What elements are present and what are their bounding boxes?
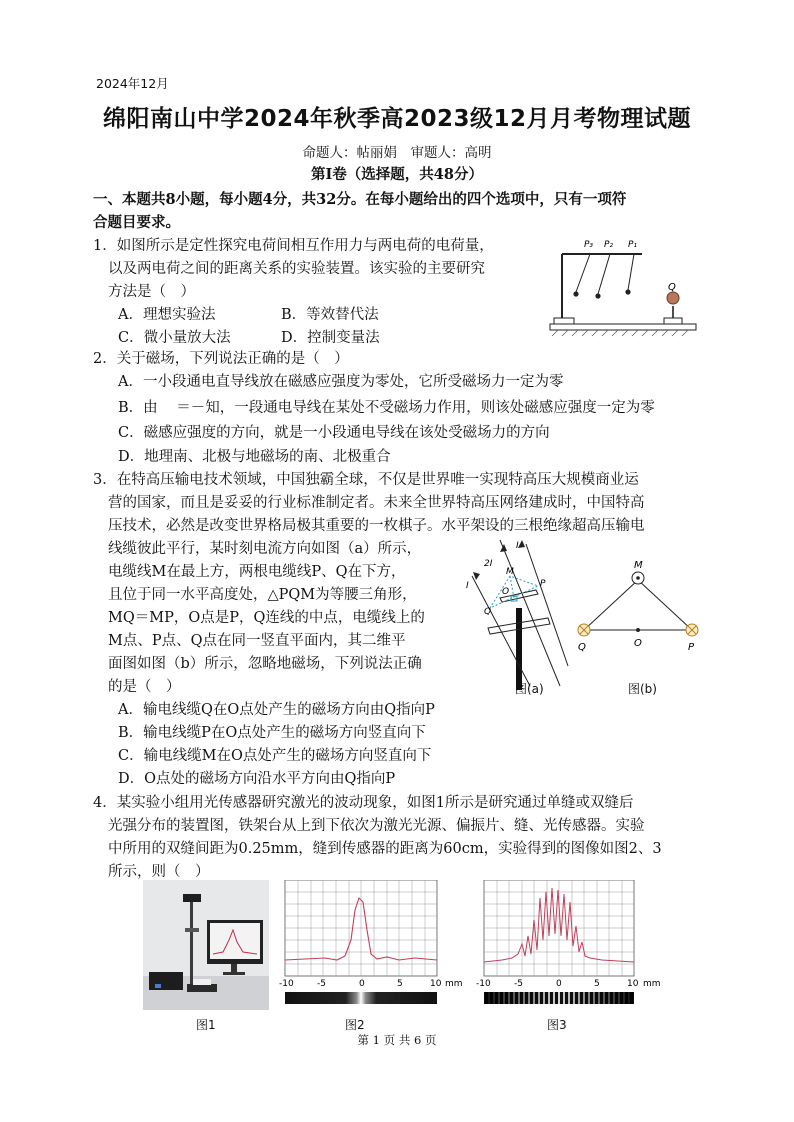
label-p3: P₃ [584, 240, 594, 250]
label-p-b: P [688, 642, 695, 653]
q2-option-b-suffix: 知，一段通电导线在某处不受磁场力作用，则该处磁感应强度一定为零 [205, 400, 655, 416]
fig2-caption: 图2 [345, 1018, 365, 1032]
label-p2: P₂ [604, 240, 614, 250]
part1-intro-line2: 合题目要求。 [93, 214, 180, 231]
label-o-a: O [502, 587, 510, 597]
q3-stem-line10: 的是（ ） [108, 679, 181, 695]
q1-option-d: D．控制变量法 [281, 330, 380, 346]
label-m-a: M [506, 567, 514, 577]
q4-stem-line2: 光强分布的装置图，铁架台从上到下依次为激光光源、偏振片、缝、光传感器。实验 [108, 818, 645, 834]
q2-option-b-prefix: B．由 [118, 400, 158, 416]
fig3-tick-0: 0 [556, 979, 562, 989]
fig2-tick-5: 5 [397, 979, 403, 989]
q4-figure1-photo [143, 880, 269, 1010]
fig3-axis-unit: mm [643, 979, 661, 989]
q1-option-b: B．等效替代法 [281, 307, 379, 323]
label-q-b: Q [578, 642, 586, 653]
label-o-b: O [634, 638, 642, 649]
q4-figure2-graph [275, 880, 470, 1010]
label-2i: 2I [484, 559, 493, 569]
q3-figure-b [570, 558, 710, 658]
fig3-tick-neg10: -10 [476, 979, 491, 989]
q2-option-d: D．地理南、北极与地磁场的南、北极重合 [118, 449, 391, 465]
fig3-tick-neg5: -5 [514, 979, 523, 989]
q3-stem-line5: 电缆线M在最上方，两根电缆线P、Q在下方， [108, 564, 406, 580]
q4-stem-line4: 所示，则（ ） [108, 864, 210, 880]
q1-option-a: A．理想实验法 [118, 307, 216, 323]
q2-option-b [118, 397, 655, 420]
q3-stem-line8: M点、P点、Q点在同一竖直平面内，其二维平 [108, 633, 406, 649]
q3-stem-line3: 压技术，必然是改变世界格局极其重要的一枚棋子。水平架设的三根绝缘超高压输电 [108, 518, 645, 534]
q3-stem-line6: 且位于同一水平高度处，△PQM为等腰三角形， [108, 587, 417, 603]
q1-apparatus-figure [542, 232, 702, 340]
label-p-a: P [540, 579, 546, 589]
q4-stem-line3: 中所用的双缝间距为0.25mm，缝到传感器的距离为60cm，实验得到的图像如图2、3 [108, 841, 662, 857]
fig3-tick-10: 10 [627, 979, 639, 989]
q2-option-a: A．一小段通电直导线放在磁感应强度为零处，它所受磁场力一定为零 [118, 374, 564, 390]
q3-option-b: B．输电线缆P在O点处产生的磁场方向竖直向下 [118, 725, 426, 741]
q2-option-c: C．磁感应强度的方向，就是一小段通电导线在该处受磁场力的方向 [118, 425, 550, 441]
p3-ball-icon [573, 291, 578, 296]
fig3-caption: 图3 [547, 1018, 567, 1032]
label-i-right: I [516, 541, 519, 551]
page-title: 绵阳南山中学2024年秋季高2023级12月月考物理试题 [102, 106, 692, 132]
fig-b-caption: 图(b) [628, 682, 657, 696]
page-footer: 第 1 页 共 6 页 [357, 1033, 437, 1047]
q3-stem-line7: MQ＝MP，O点是P，Q连线的中点，电缆线上的 [108, 610, 425, 626]
label-q-a: Q [484, 607, 492, 617]
fig2-tick-10: 10 [430, 979, 442, 989]
q-sphere-icon [667, 292, 679, 304]
fig2-axis-unit: mm [445, 979, 463, 989]
q3-stem-line2: 营的国家，而且是妥妥的行业标准制定者。未来全世界特高压网络建成时，中国特高 [108, 495, 645, 511]
fig2-pattern-strip [285, 992, 437, 1004]
label-p1: P₁ [628, 240, 638, 250]
q3-stem-line1: 3．在特高压输电技术领域，中国独霸全球，不仅是世界唯一实现特高压大规模商业运 [93, 472, 639, 488]
fig3-tick-5: 5 [594, 979, 600, 989]
fig1-caption: 图1 [196, 1018, 216, 1032]
fig2-tick-neg5: -5 [317, 979, 326, 989]
fig2-tick-0: 0 [359, 979, 365, 989]
q3-option-a: A．输电线缆Q在O点处产生的磁场方向由Q指向P [118, 702, 435, 718]
part1-intro-line1: 一、本题共8小题，每小题4分，共32分。在每小题给出的四个选项中，只有一项符 [93, 191, 627, 208]
q3-option-c: C．输电线缆M在O点处产生的磁场方向竖直向下 [118, 748, 432, 764]
label-q: Q [668, 282, 676, 293]
label-i-left: I [466, 581, 469, 591]
q1-stem-line3: 方法是（ ） [108, 284, 195, 300]
fig2-tick-neg10: -10 [279, 979, 294, 989]
fig-a-caption: 图(a) [515, 682, 544, 696]
q3-stem-line9: 面图如图（b）所示，忽略地磁场，下列说法正确 [108, 656, 422, 672]
q3-option-d: D．O点处的磁场方向沿水平方向由Q指向P [118, 771, 396, 787]
q3-stem-line4: 线缆彼此平行，某时刻电流方向如图（a）所示， [108, 541, 422, 557]
authors-line: 命题人：帖丽娟 审题人：高明 [302, 145, 492, 161]
q2-option-b-formula: ＝－ [176, 400, 206, 416]
q1-option-c: C．微小量放大法 [118, 330, 231, 346]
q2-stem: 2．关于磁场，下列说法正确的是（ ） [93, 351, 349, 367]
section-heading: 第Ⅰ卷（选择题，共48分） [311, 166, 483, 183]
q4-stem-line1: 4．某实验小组用光传感器研究激光的波动现象，如图1所示是研究通过单缝或双缝后 [93, 795, 634, 811]
p2-ball-icon [595, 293, 600, 298]
label-m-b: M [634, 560, 643, 571]
q1-stem-line2: 以及两电荷之间的距离关系的实验装置。该实验的主要研究 [108, 261, 485, 277]
q4-figure3-graph [472, 880, 672, 1010]
q3-figure-a [460, 536, 570, 696]
exam-date: 2024年12月 [96, 76, 169, 91]
p1-ball-icon [625, 289, 630, 294]
q1-stem-line1: 1．如图所示是定性探究电荷间相互作用力与两电荷的电荷量， [93, 238, 494, 254]
